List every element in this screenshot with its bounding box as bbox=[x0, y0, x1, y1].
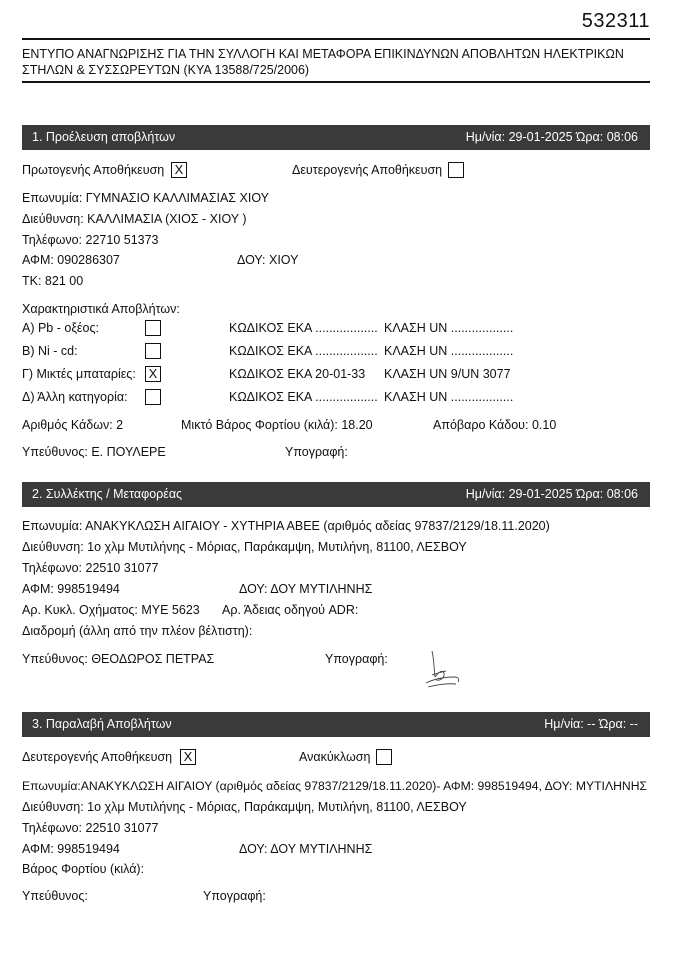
waste-row-un: ΚΛΑΣΗ UN 9/UN 3077 bbox=[384, 367, 511, 381]
receiver-load-weight: Βάρος Φορτίου (κιλά): bbox=[22, 862, 145, 876]
section-2-title: 2. Συλλέκτης / Μεταφορέας bbox=[32, 487, 183, 501]
handwritten-signature bbox=[418, 645, 466, 691]
collector-name: Επωνυμία: ΑΝΑΚΥΚΛΩΣΗ ΑΙΓΑΙΟΥ - ΧΥΤΗΡΙΑ ΑΒΕΕ (αριθμός αδείας 97837/2129/18.11.2020) bbox=[22, 519, 550, 533]
waste-row-eka: ΚΩΔΙΚΟΣ ΕΚΑ .................. bbox=[229, 321, 378, 335]
receiver-name: Επωνυμία:ΑΝΑΚΥΚΛΩΣΗ ΑΙΓΑΙΟΥ (αριθμός αδείας 97837/2129/18.11.2020)- ΑΦΜ: 998519494, ΔΟΥ: ΜΥΤΙΛΗΝΗΣ bbox=[22, 779, 648, 793]
waste-row-label: Β) Ni - cd: bbox=[22, 344, 78, 358]
origin-signature-label: Υπογραφή: bbox=[285, 445, 348, 459]
section-1-datetime: Ημ/νία: 29-01-2025 Ώρα: 08:06 bbox=[465, 130, 638, 144]
waste-row-label: Γ) Μικτές μπαταρίες: bbox=[22, 367, 136, 381]
waste-row-eka: ΚΩΔΙΚΟΣ ΕΚΑ 20-01-33 bbox=[229, 367, 366, 381]
waste-row-checkbox[interactable] bbox=[145, 389, 161, 405]
waste-row-un: ΚΛΑΣΗ UN .................. bbox=[384, 344, 514, 358]
section-3-header bbox=[22, 712, 650, 737]
origin-afm: ΑΦΜ: 090286307 bbox=[22, 253, 120, 267]
route-note: Διαδρομή (άλλη από την πλέον βέλτιστη): bbox=[22, 624, 253, 638]
waste-row-checkbox[interactable] bbox=[145, 343, 161, 359]
collector-phone: Τηλέφωνο: 22510 31077 bbox=[22, 561, 159, 575]
bins-count: Αριθμός Κάδων: 2 bbox=[22, 418, 124, 432]
vehicle-plate: Αρ. Κυκλ. Οχήματος: ΜΥΕ 5623 bbox=[22, 603, 200, 617]
origin-name: Επωνυμία: ΓΥΜΝΑΣΙΟ ΚΑΛΛΙΜΑΣΙΑΣ ΧΙΟΥ bbox=[22, 191, 269, 205]
collector-afm: ΑΦΜ: 998519494 bbox=[22, 582, 120, 596]
gross-weight: Μικτό Βάρος Φορτίου (κιλά): 18.20 bbox=[181, 418, 373, 432]
secondary-storage-checkbox[interactable] bbox=[448, 162, 464, 178]
collector-signature-label: Υπογραφή: bbox=[325, 652, 388, 666]
receipt-secondary-storage-checkbox[interactable]: X bbox=[180, 749, 196, 765]
waste-row-eka: ΚΩΔΙΚΟΣ ΕΚΑ .................. bbox=[229, 344, 378, 358]
origin-doy: ΔΟΥ: ΧΙΟΥ bbox=[237, 253, 299, 267]
collector-doy: ΔΟΥ: ΔΟΥ ΜΥΤΙΛΗΝΗΣ bbox=[239, 582, 373, 596]
receiver-afm: ΑΦΜ: 998519494 bbox=[22, 842, 120, 856]
adr-license: Αρ. Άδειας οδηγού ADR: bbox=[222, 603, 359, 617]
secondary-storage-label: Δευτερογενής Αποθήκευση bbox=[292, 163, 443, 177]
recycling-checkbox[interactable] bbox=[376, 749, 392, 765]
origin-phone: Τηλέφωνο: 22710 51373 bbox=[22, 233, 159, 247]
primary-storage-checkbox[interactable]: X bbox=[171, 162, 187, 178]
tare-weight: Απόβαρο Κάδου: 0.10 bbox=[433, 418, 557, 432]
title-bottom-rule bbox=[22, 81, 650, 83]
receiver-doy: ΔΟΥ: ΔΟΥ ΜΥΤΙΛΗΝΗΣ bbox=[239, 842, 373, 856]
recycling-label: Ανακύκλωση bbox=[299, 750, 371, 764]
origin-responsible: Υπεύθυνος: Ε. ΠΟΥΛΕΡΕ bbox=[22, 445, 166, 459]
section-3-title: 3. Παραλαβή Αποβλήτων bbox=[32, 717, 172, 731]
waste-row-un: ΚΛΑΣΗ UN .................. bbox=[384, 390, 514, 404]
waste-row-eka: ΚΩΔΙΚΟΣ ΕΚΑ .................. bbox=[229, 390, 378, 404]
collector-responsible: Υπεύθυνος: ΘΕΟΔΩΡΟΣ ΠΕΤΡΑΣ bbox=[22, 652, 215, 666]
collector-address: Διεύθυνση: 1ο χλμ Μυτιλήνης - Μόριας, Παράκαμψη, Μυτιλήνη, 81100, ΛΕΣΒΟΥ bbox=[22, 540, 467, 554]
waste-row-checkbox[interactable] bbox=[145, 320, 161, 336]
waste-row-label: Δ) Άλλη κατηγορία: bbox=[22, 390, 128, 404]
origin-tk: ΤΚ: 821 00 bbox=[22, 274, 84, 288]
primary-storage-label: Πρωτογενής Αποθήκευση bbox=[22, 163, 165, 177]
waste-characteristics-title: Χαρακτηριστικά Αποβλήτων: bbox=[22, 302, 180, 316]
document-title: ΕΝΤΥΠΟ ΑΝΑΓΝΩΡΙΣΗΣ ΓΙΑ ΤΗΝ ΣΥΛΛΟΓΗ ΚΑΙ ΜΕΤΑΦΟΡΑ ΕΠΙΚΙΝΔΥΝΩΝ ΑΠΟΒΛΗΤΩΝ ΗΛΕΚΤΡΙΚΩΝ ΣΤΗΛΩΝ & ΣΥΣΣΩΡΕΥΤΩΝ (ΚΥΑ 13588/725/2006) bbox=[22, 47, 624, 77]
section-3-datetime: Ημ/νία: -- Ώρα: -- bbox=[544, 717, 638, 731]
receiver-address: Διεύθυνση: 1ο χλμ Μυτιλήνης - Μόριας, Παράκαμψη, Μυτιλήνη, 81100, ΛΕΣΒΟΥ bbox=[22, 800, 467, 814]
waste-row-checkbox[interactable]: X bbox=[145, 366, 161, 382]
document-number: 532311 bbox=[581, 10, 650, 32]
section-2-header bbox=[22, 482, 650, 507]
receiver-signature-label: Υπογραφή: bbox=[203, 889, 266, 903]
receipt-secondary-storage-label: Δευτερογενής Αποθήκευση bbox=[22, 750, 173, 764]
receiver-phone: Τηλέφωνο: 22510 31077 bbox=[22, 821, 159, 835]
section-2-datetime: Ημ/νία: 29-01-2025 Ώρα: 08:06 bbox=[465, 487, 638, 501]
section-1-header bbox=[22, 125, 650, 150]
title-top-rule bbox=[22, 38, 650, 40]
section-1-title: 1. Προέλευση αποβλήτων bbox=[32, 130, 176, 144]
waste-row-label: Α) Pb - οξέος: bbox=[22, 321, 99, 335]
origin-address: Διεύθυνση: ΚΑΛΛΙΜΑΣΙΑ (ΧΙΟΣ - ΧΙΟΥ ) bbox=[22, 212, 247, 226]
receiver-responsible: Υπεύθυνος: bbox=[22, 889, 88, 903]
waste-row-un: ΚΛΑΣΗ UN .................. bbox=[384, 321, 514, 335]
